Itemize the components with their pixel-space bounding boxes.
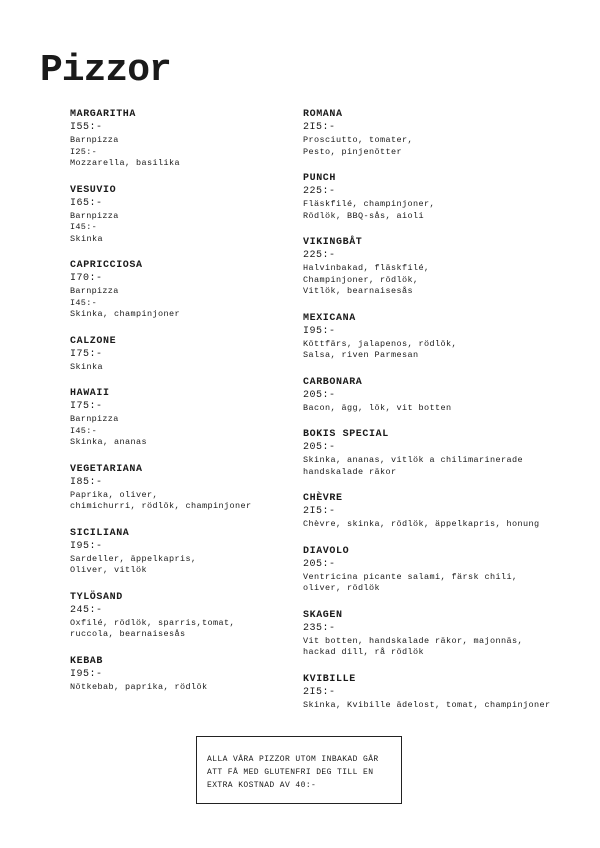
menu-column-right [303,108,573,725]
item-description: Bacon, ägg, lök, vit botten [303,402,452,413]
menu-item-margaritha [70,108,330,170]
child-label: Barnpizza [70,210,119,221]
item-name: CHÈVRE [303,493,343,504]
menu-item-hawaii [70,387,330,449]
item-name: CALZONE [70,335,117,347]
item-description: Skinka, Kvibille ädelost, tomat, champinjoner [303,699,551,710]
item-description: Skinka, ananas [70,437,148,447]
item-price: 2I5:- [303,686,336,698]
item-description: Prosciutto, tomater, [303,135,414,145]
menu-item-kvibille [303,673,573,712]
child-price: I45:- [70,222,98,232]
item-description: Köttfärs, jalapenos, rödlök, [303,338,458,349]
item-name: KEBAB [70,655,104,667]
item-name: SICILIANA [70,527,130,539]
item-description-line2: ruccola, bearnaisesås [70,629,186,639]
item-description-line2: handskalade räkor [303,466,397,477]
item-price: 2I5:- [303,122,336,133]
item-price: I95:- [303,325,336,337]
item-price: 225:- [303,186,336,197]
menu-item-bokis-special [303,428,573,478]
item-name: MEXICANA [303,312,356,324]
notice-line-1: ALLA VÅRA PIZZOR UTOM INBAKAD GÅR [207,755,379,764]
item-price: 2I5:- [303,506,336,517]
child-price: I45:- [70,425,98,436]
item-price: 205:- [303,442,336,453]
item-price: I75:- [70,401,103,412]
item-description: Oxfilé, rödlök, sparris,tomat, [70,617,236,628]
menu-item-mexicana [303,312,573,362]
menu-item-siciliana [70,527,330,577]
menu-item-tylosand [70,591,330,641]
menu-item-vikingbat [303,236,573,298]
item-name: VESUVIO [70,184,117,196]
item-price: 235:- [303,622,336,634]
item-name: KVIBILLE [303,673,356,685]
item-price: 205:- [303,389,336,401]
gluten-free-notice [196,736,402,804]
item-price: 245:- [70,604,103,616]
child-price: I25:- [70,146,98,157]
item-description: Fläskfilé, champinjoner, [303,199,436,209]
menu-item-capricciosa [70,259,330,321]
child-price: I45:- [70,297,98,308]
menu-item-diavolo [303,545,573,595]
item-name: DIAVOLO [303,545,350,557]
item-description: Halvinbakad, fläskfilé, [303,263,430,273]
item-name: VIKINGBÅT [303,237,363,248]
item-description: Chèvre, skinka, rödlök, äppelkapris, honung [303,519,540,529]
item-description: Skinka, ananas, vitlök a chilimarinerade [303,455,524,465]
item-description-line2: Oliver, vitlök [70,565,148,575]
child-label: Barnpizza [70,286,119,296]
item-name: HAWAII [70,388,110,399]
item-name: CARBONARA [303,376,363,388]
item-name: PUNCH [303,173,337,184]
menu-item-vesuvio [70,184,330,246]
item-price: I95:- [70,668,103,680]
item-price: I75:- [70,348,103,360]
item-description-line2: Champinjoner, rödlök, [303,274,419,285]
item-description: Sardeller, äppelkapris, [70,553,197,564]
item-name: MARGARITHA [70,109,137,120]
item-description: Paprika, oliver, [70,489,159,500]
menu-item-romana [303,108,573,158]
item-description-line2: oliver, rödlök [303,583,381,593]
item-description: Mozzarella, basilika [70,158,181,168]
menu-item-skagen [303,609,573,659]
item-description: Ventricina picante salami, färsk chili, [303,571,518,582]
item-description: Nötkebab, paprika, rödlök [70,681,208,692]
item-price: I95:- [70,540,103,552]
item-price: 205:- [303,558,336,570]
item-description: Skinka, champinjoner [70,309,181,319]
item-price: I55:- [70,122,103,133]
child-label: Barnpizza [70,414,119,424]
item-name: BOKIS SPECIAL [303,429,389,440]
item-description: Skinka [70,233,104,244]
child-label: Barnpizza [70,135,119,145]
menu-item-chevre [303,492,573,531]
menu-item-kebab [70,655,330,694]
item-description-line2: hackad dill, rå rödlök [303,647,425,657]
item-price: I65:- [70,197,103,209]
notice-line-2: ATT FÅ MED GLUTENFRI DEG TILL EN [207,768,374,777]
item-description-line3: Vitlök, bearnaisesås [303,286,414,296]
item-description-line2: Salsa, riven Parmesan [303,350,419,360]
item-name: CAPRICCIOSA [70,260,143,271]
menu-item-punch [303,172,573,222]
item-description-line2: Rödlök, BBQ-sås, aioli [303,210,425,221]
notice-line-3: EXTRA KOSTNAD AV 40:- [207,781,317,790]
menu-item-carbonara [303,376,573,415]
menu-item-vegetariana [70,463,330,513]
item-description-line2: Pesto, pinjenötter [303,146,403,157]
item-name: SKAGEN [303,609,343,621]
item-name: ROMANA [303,109,343,120]
item-description-line2: chimichurri, rödlök, champinjoner [70,501,252,511]
page-title: Pizzor [40,49,171,92]
item-name: TYLÖSAND [70,591,123,603]
item-price: I70:- [70,273,103,284]
item-price: I85:- [70,476,103,488]
item-name: VEGETARIANA [70,463,143,475]
item-price: 225:- [303,250,336,261]
menu-item-calzone [70,335,330,374]
item-description: Skinka [70,361,104,372]
menu-column-left [70,108,330,707]
item-description: Vit botten, handskalade räkor, majonnäs, [303,635,524,646]
